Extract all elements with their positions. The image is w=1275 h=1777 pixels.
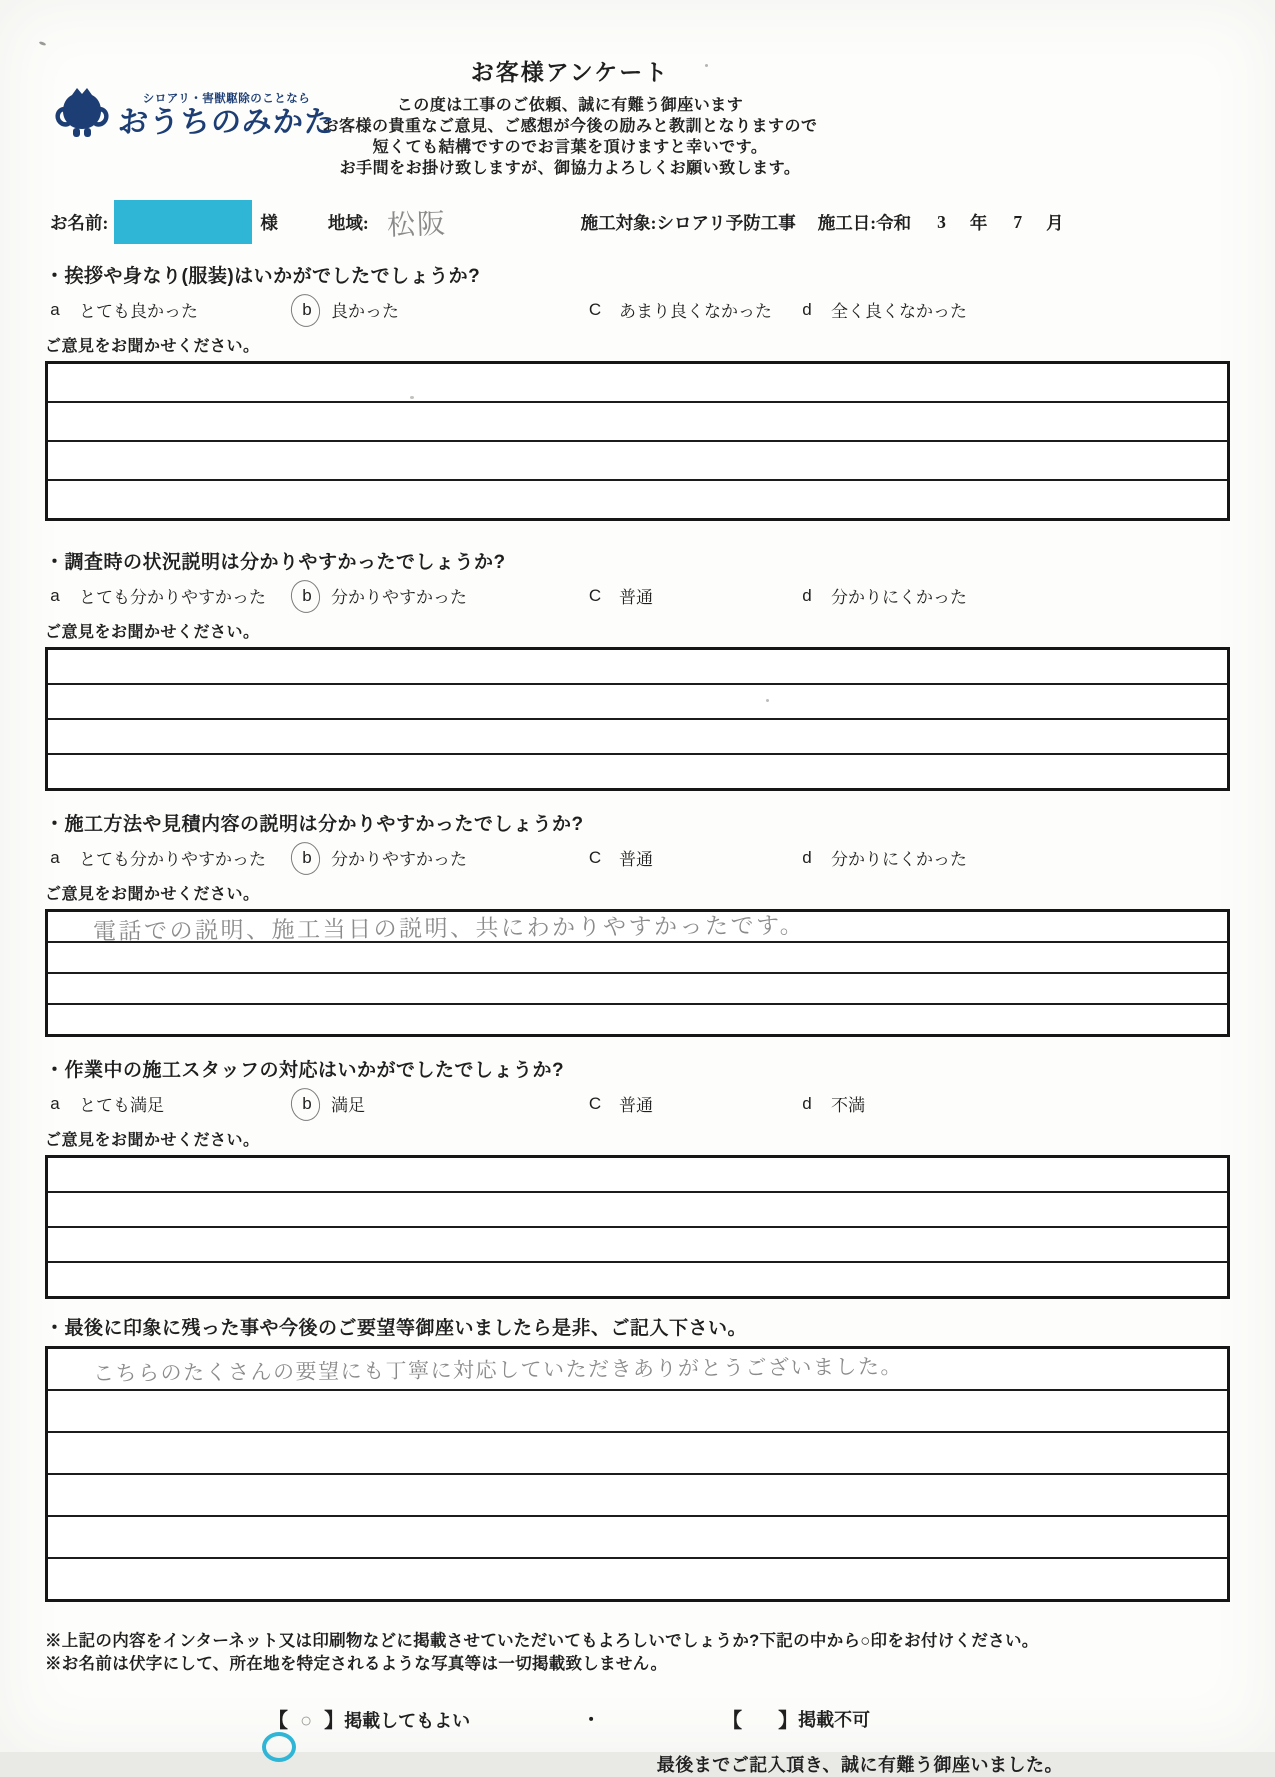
comment-line — [48, 941, 1227, 972]
scan-speck — [705, 64, 708, 67]
question-text: ・最後に印象に残った事や今後のご要望等御座いましたら是非、ご記入下さい。 — [45, 1318, 748, 1339]
option-label: 分かりにくかった — [831, 588, 967, 607]
option-a[interactable] — [45, 1091, 297, 1116]
comment-line — [48, 1473, 1227, 1515]
question-text: ・挨拶や身なり(服装)はいかがでしたでしょうか? — [45, 266, 481, 287]
region-handwritten-value: 松阪 — [386, 208, 448, 242]
option-d[interactable] — [797, 1091, 1230, 1116]
option-key: C — [588, 1093, 602, 1113]
question-text: ・施工方法や見積内容の説明は分かりやすかったでしょうか? — [45, 814, 584, 835]
option-d[interactable] — [797, 845, 1230, 870]
comment-line — [48, 1557, 1227, 1599]
publish-ok-label: 掲載してもよい — [344, 1711, 471, 1731]
handwritten-comment: こちらのたくさんの要望にも丁寧に対応していただきありがとうございました。 — [92, 1354, 904, 1386]
publication-note-1: ※上記の内容をインターネット又は印刷物などに掲載させていただいてもよろしいでしょうか?下記の中から○印をお付けください。 — [45, 1632, 1039, 1650]
scan-speck — [39, 41, 47, 46]
comment-line — [48, 364, 1227, 401]
option-c[interactable] — [585, 583, 797, 608]
option-label: とても満足 — [79, 1096, 164, 1115]
option-label: とても分かりやすかった — [79, 850, 266, 869]
name-label: お名前: — [50, 212, 109, 233]
option-d[interactable] — [797, 583, 1230, 608]
comment-line — [48, 1261, 1227, 1296]
publish-ng-label: 掲載不可 — [798, 1709, 871, 1730]
logo-brand-name: おうちのみかた — [116, 106, 337, 139]
customer-info-row — [50, 199, 1225, 245]
option-label: とても良かった — [79, 302, 198, 321]
question-text: ・作業中の施工スタッフの対応はいかがでしたでしょうか? — [45, 1060, 565, 1081]
option-label: 分かりやすかった — [331, 850, 467, 869]
comment-box[interactable] — [45, 1346, 1230, 1602]
work-date-label: 施工日:令和 — [817, 212, 912, 233]
option-label: 普通 — [619, 1096, 653, 1115]
comment-line — [48, 912, 1227, 945]
comment-line — [48, 1003, 1227, 1034]
question-section-5 — [45, 1313, 1230, 1602]
option-key: C — [588, 847, 602, 867]
scan-speck — [766, 699, 769, 702]
scan-speck — [410, 396, 414, 399]
option-key: d — [802, 299, 812, 319]
option-label: 普通 — [619, 850, 653, 869]
month-unit-label: 月 — [1046, 212, 1064, 233]
comment-line — [48, 753, 1227, 788]
comment-box[interactable] — [45, 909, 1230, 1037]
option-key: a — [50, 1093, 60, 1113]
work-date-month: 7 — [1013, 211, 1023, 232]
circled-option-mark: b — [297, 848, 317, 868]
bracket-open: 【 — [722, 1710, 743, 1732]
comment-box[interactable] — [45, 1155, 1230, 1299]
circled-option-mark: b — [297, 1094, 317, 1114]
option-label: あまり良くなかった — [619, 302, 772, 321]
option-label: 普通 — [619, 588, 653, 607]
comment-box[interactable] — [45, 361, 1230, 521]
comment-line — [48, 479, 1227, 518]
comment-line — [48, 1515, 1227, 1557]
option-a[interactable] — [45, 845, 297, 870]
option-label: 分かりにくかった — [831, 850, 967, 869]
redacted-name-box — [114, 200, 252, 244]
option-key: d — [802, 847, 812, 867]
thanks-row — [0, 1751, 1275, 1777]
option-label: 良かった — [331, 302, 399, 321]
comment-line — [48, 1191, 1227, 1226]
option-label: 不満 — [831, 1096, 865, 1115]
intro-line: 短くても結構ですのでお言葉を頂けますと幸いです。 — [372, 139, 768, 156]
year-unit-label: 年 — [969, 212, 988, 233]
publication-notes — [45, 1630, 1230, 1676]
page-title: お客様アンケート — [470, 60, 670, 85]
question-text: ・調査時の状況説明は分かりやすかったでしょうか? — [45, 552, 506, 573]
option-row — [45, 297, 1230, 322]
circled-option-mark: b — [297, 586, 317, 606]
honorific-label: 様 — [260, 212, 278, 233]
intro-line: この度は工事のご依頼、誠に有難う御座います — [396, 97, 744, 114]
publication-note-2: ※お名前は伏字にして、所在地を特定されるような写真等は一切掲載致しません。 — [45, 1655, 668, 1673]
option-label: 満足 — [331, 1096, 365, 1115]
publish-ng-option[interactable] — [722, 1704, 870, 1733]
option-b-selected[interactable] — [297, 583, 585, 608]
comment-line — [48, 1158, 1227, 1191]
work-subject-label: 施工対象:シロアリ予防工事 — [580, 212, 796, 233]
comment-prompt: ご意見をお聞かせください。 — [45, 1132, 260, 1149]
option-key: C — [588, 299, 602, 319]
publish-ok-option[interactable] — [268, 1704, 470, 1733]
question-section-3 — [45, 809, 1230, 1037]
comment-line — [48, 401, 1227, 440]
work-date-year: 3 — [937, 211, 946, 232]
bracket-close: 】 — [778, 1710, 799, 1732]
option-a[interactable] — [45, 583, 297, 608]
comment-box[interactable] — [45, 647, 1230, 791]
option-c[interactable] — [585, 297, 797, 322]
separator-dot: ・ — [582, 1709, 601, 1730]
option-key: d — [802, 585, 812, 605]
closing-thanks-text: 最後までご記入頂き、誠に有難う御座いました。 — [656, 1755, 1063, 1775]
comment-line — [48, 1431, 1227, 1473]
logo-tagline: シロアリ・害獣駆除のことなら — [142, 93, 311, 105]
option-c[interactable] — [585, 845, 797, 870]
bracket-open: 【 — [268, 1710, 288, 1732]
comment-line — [48, 1226, 1227, 1261]
option-row — [45, 583, 1230, 608]
comment-prompt: ご意見をお聞かせください。 — [45, 624, 260, 641]
handwritten-comment: 電話での説明、施工当日の説明、共にわかりやすかったです。 — [92, 912, 806, 945]
option-row — [45, 1091, 1230, 1116]
question-section-4 — [45, 1055, 1230, 1299]
question-section-2 — [45, 547, 1230, 791]
header — [290, 0, 850, 179]
option-label: 分かりやすかった — [331, 588, 467, 607]
option-label: とても分かりやすかった — [79, 588, 266, 607]
comment-line — [48, 718, 1227, 753]
option-key: a — [50, 847, 60, 867]
circled-option-mark: b — [297, 300, 317, 320]
option-d[interactable] — [797, 297, 1230, 322]
comment-line — [48, 683, 1227, 718]
comment-line — [48, 1349, 1227, 1389]
option-b-selected[interactable] — [297, 845, 585, 870]
partial-teal-stamp-mark — [262, 1732, 296, 1762]
handwritten-circle-mark: ○ — [298, 1709, 314, 1733]
option-a[interactable] — [45, 297, 297, 322]
option-b-selected[interactable] — [297, 1091, 585, 1116]
comment-prompt: ご意見をお聞かせください。 — [45, 886, 260, 903]
intro-line: お手間をお掛け致しますが、御協力よろしくお願い致します。 — [339, 160, 801, 177]
option-row — [45, 845, 1230, 870]
option-key: a — [50, 585, 60, 605]
option-label: 全く良くなかった — [831, 302, 967, 321]
option-key: C — [588, 585, 602, 605]
publication-choice-row — [268, 1704, 1275, 1733]
intro-line: お客様の貴重なご意見、ご感想が今後の励みと教訓となりますので — [322, 118, 818, 135]
company-logo — [56, 84, 335, 145]
option-key: a — [50, 299, 60, 319]
comment-prompt: ご意見をお聞かせください。 — [45, 338, 260, 355]
option-b-selected[interactable] — [297, 297, 585, 322]
region-label: 地域: — [327, 212, 369, 233]
comment-line — [48, 650, 1227, 683]
option-c[interactable] — [585, 1091, 797, 1116]
termite-mascot-icon — [56, 84, 108, 145]
comment-line — [48, 440, 1227, 479]
question-section-1 — [45, 261, 1230, 521]
bracket-close: 】 — [324, 1710, 345, 1732]
comment-line — [48, 1389, 1227, 1431]
comment-line — [48, 972, 1227, 1003]
option-key: d — [802, 1093, 812, 1113]
